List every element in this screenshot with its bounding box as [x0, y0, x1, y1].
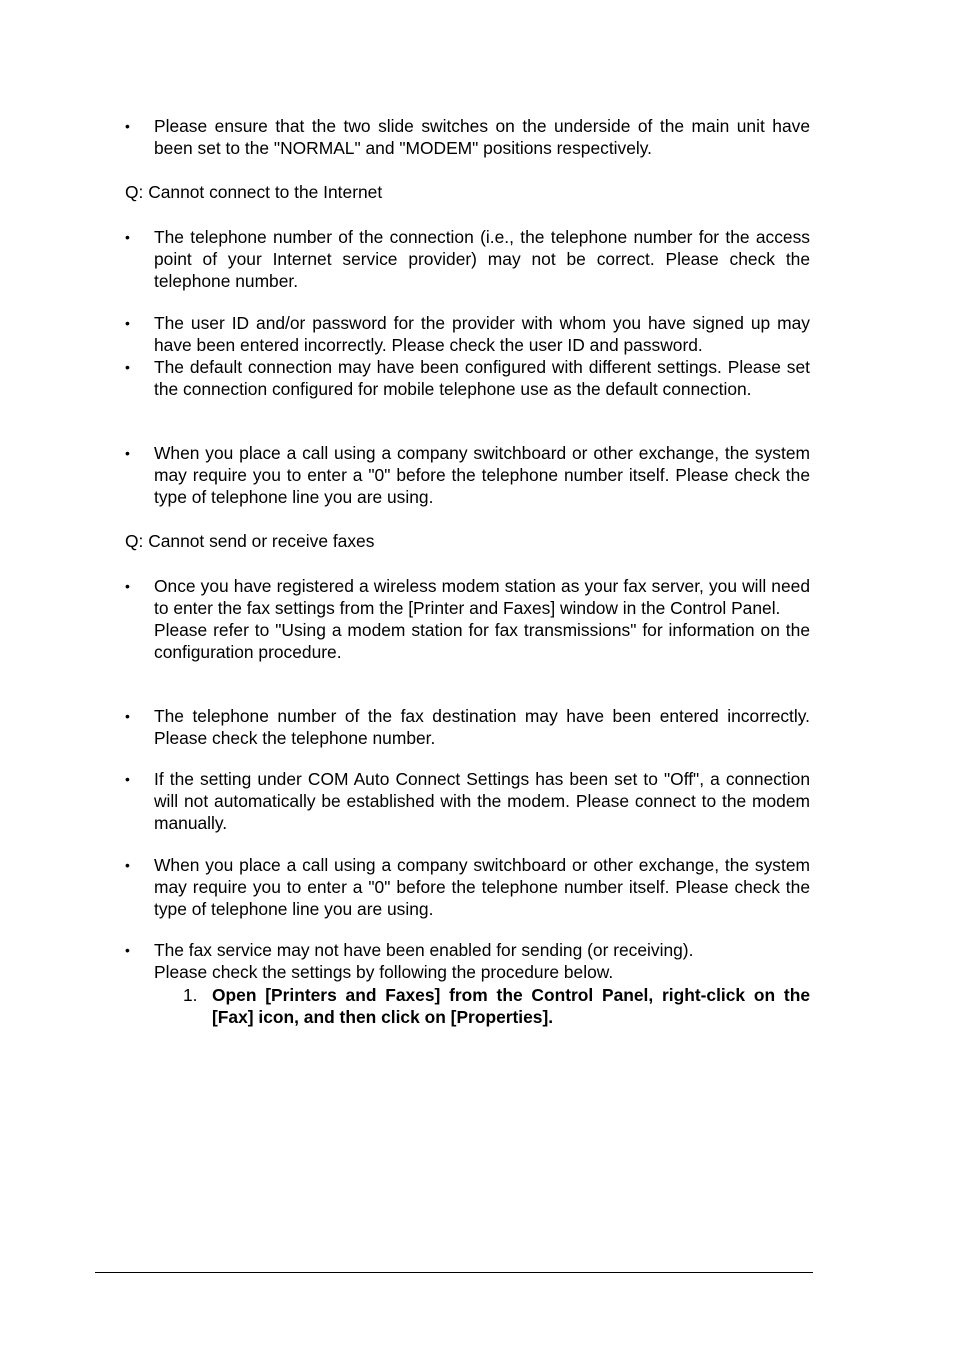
step-number: 1.: [183, 985, 198, 1005]
paragraph-text: The default connection may have been configured with different settings. Please set the connection configured for mobile telephone use as the default connection.: [154, 357, 810, 399]
bullet-marker: •: [125, 118, 130, 134]
paragraph-text: Once you have registered a wireless modem station as your fax server, you will need to enter the fax settings from the [Printer and Faxes] window in the Control Panel.: [154, 576, 810, 618]
step-text: Open [Printers and Faxes] from the Control Panel, right-click on the [Fax] icon, and then click on [Properties].: [212, 985, 810, 1027]
paragraph-text: Please ensure that the two slide switches on the underside of the main unit have been set to the "NORMAL" and "MODEM" positions respectively.: [154, 116, 810, 158]
bullet-marker: •: [125, 578, 130, 594]
bullet-marker: •: [125, 771, 130, 787]
paragraph-text: Please check the settings by following the procedure below.: [154, 962, 614, 982]
bullet-marker: •: [125, 359, 130, 375]
question-heading-faxes: Q: Cannot send or receive faxes: [125, 531, 375, 551]
paragraph-text: The telephone number of the connection (i.e., the telephone number for the access point of your Internet service provider) may not be correct. Please check the telephone number.: [154, 227, 810, 291]
footer-divider: [95, 1272, 813, 1273]
question-heading-internet: Q: Cannot connect to the Internet: [125, 182, 383, 202]
paragraph-text: Please refer to "Using a modem station for fax transmissions" for information on the configuration procedure.: [154, 620, 810, 662]
paragraph-text: The user ID and/or password for the provider with whom you have signed up may have been entered incorrectly. Please check the user ID and password.: [154, 313, 810, 355]
paragraph-text: When you place a call using a company switchboard or other exchange, the system may require you to enter a "0" before the telephone number itself. Please check the type of telephone line you are using.: [154, 443, 810, 507]
paragraph-text: When you place a call using a company switchboard or other exchange, the system may require you to enter a "0" before the telephone number itself. Please check the type of telephone line you are using.: [154, 855, 810, 919]
paragraph-text: The fax service may not have been enabled for sending (or receiving).: [154, 940, 694, 960]
bullet-marker: •: [125, 315, 130, 331]
bullet-marker: •: [125, 229, 130, 245]
paragraph-text: The telephone number of the fax destination may have been entered incorrectly. Please check the telephone number.: [154, 706, 810, 748]
bullet-marker: •: [125, 942, 130, 958]
bullet-marker: •: [125, 857, 130, 873]
bullet-marker: •: [125, 708, 130, 724]
paragraph-text: If the setting under COM Auto Connect Settings has been set to "Off", a connection will not automatically be established with the modem. Please connect to the modem manually.: [154, 769, 810, 833]
bullet-marker: •: [125, 445, 130, 461]
